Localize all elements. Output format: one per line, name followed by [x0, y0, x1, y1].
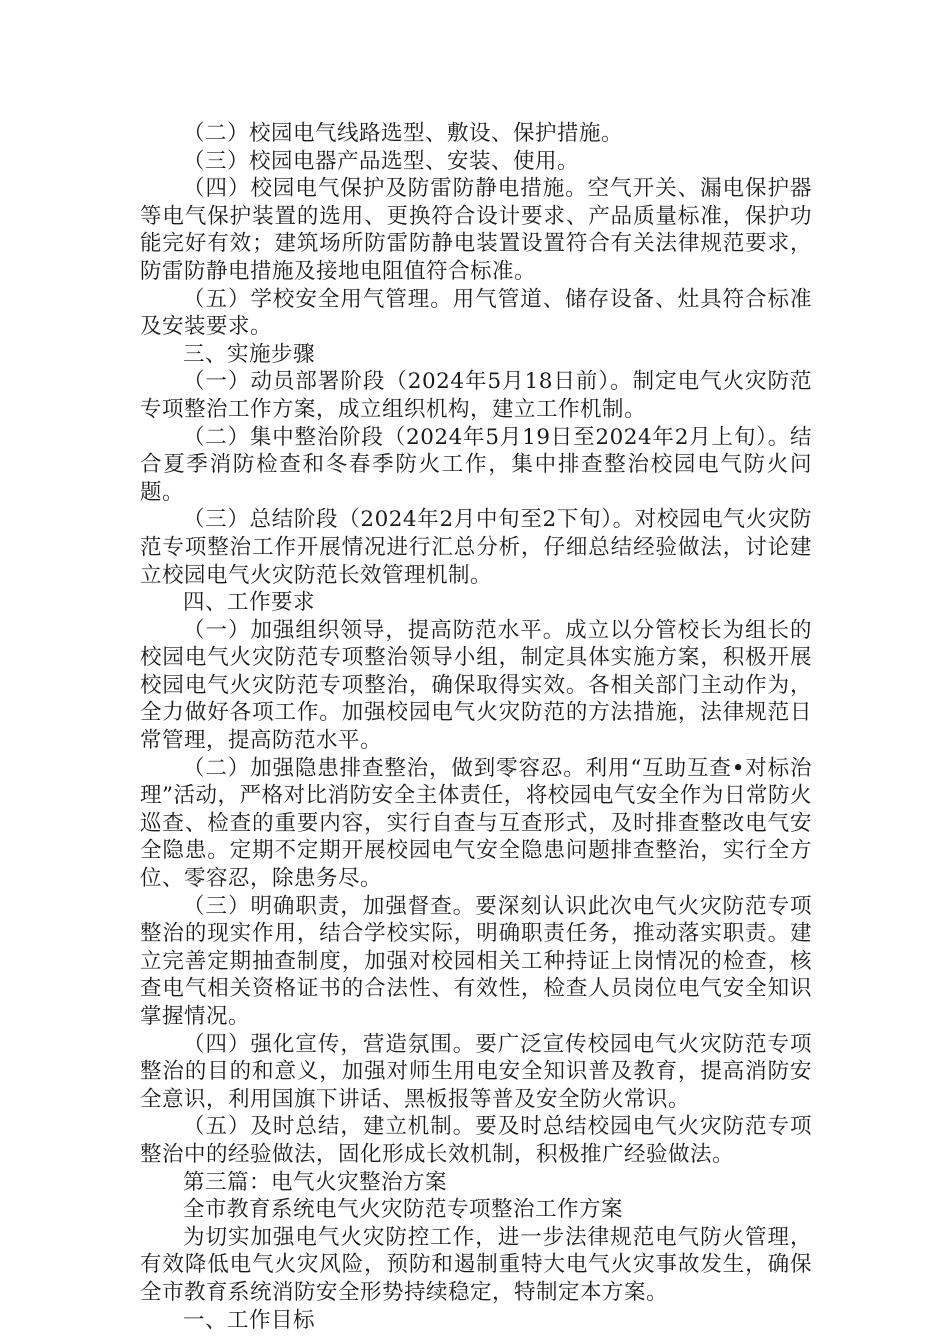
paragraph-4: （五）学校安全用气管理。用气管道、储存设备、灶具符合标准及安装要求。 [140, 286, 812, 340]
document-title: 全市教育系统电气火灾防范专项整治工作方案 [183, 1197, 624, 1223]
paragraph-7: （三）总结阶段（2024年2月中旬至2下旬）。对校园电气火灾防范专项整治工作开展情况进行汇总分析，仔细总结经验做法，讨论建立校园电气火灾防范长效管理机制。 [140, 507, 812, 588]
paragraph-10: （三）明确职责，加强督查。要深刻认识此次电气火灾防范专项整治的现实作用，结合学校实际，明确职责任务，推动落实职责。建立完善定期抽查制度，加强对校园相关工种持证上岗情况的检查，核查电气相关资格证书的合法性、有效性，检查人员岗位电气安全知识掌握情况。 [140, 893, 812, 1029]
document-page [140, 120, 812, 1334]
paragraph-9: （二）加强隐患排查整治，做到零容忍。利用“互助互查•对标治理”活动，严格对比消防安全主体责任，将校园电气安全作为日常防火巡查、检查的重要内容，实行自查与互查形式，及时排查整改电气安全隐患。定期不定期开展校园电气安全隐患问题排查整治，实行全方位、零容忍，除患务尽。 [140, 755, 812, 892]
section-heading-1: 一、工作目标 [183, 1307, 316, 1333]
paragraph-1: （二）校园电气线路选型、敷设、保护措施。 [183, 121, 624, 146]
paragraph-8: （一）加强组织领导，提高防范水平。成立以分管校长为组长的校园电气火灾防范专项整治领导小组，制定具体实施方案，积极开展校园电气火灾防范专项整治，确保取得实效。各相关部门主动作为，全力做好各项工作。加强校园电气火灾防范的方法措施，法律规范日常管理，提高防范水平。 [140, 617, 812, 754]
paragraph-12: （五）及时总结，建立机制。要及时总结校园电气火灾防范专项整治中的经验做法，固化形成长效机制，积极推广经验做法。 [140, 1114, 812, 1167]
section-heading-4: 四、工作要求 [183, 590, 316, 616]
paragraph-5: （一）动员部署阶段（2024年5月18日前）。制定电气火灾防范专项整治工作方案，成立组织机构，建立工作机制。 [140, 369, 812, 422]
paragraph-2: （三）校园电器产品选型、安装、使用。 [183, 148, 580, 174]
part-heading: 第三篇：电气火灾整治方案 [183, 1169, 448, 1195]
paragraph-3: （四）校园电气保护及防雷防静电措施。空气开关、漏电保护器等电气保护装置的选用、更换符合设计要求、产品质量标准，保护功能完好有效；建筑场所防雷防静电装置设置符合有关法律规范要求，防雷防静电措施及接地电阻值符合标准。 [140, 176, 812, 284]
paragraph-13: 为切实加强电气火灾防控工作，进一步法律规范电气防火管理，有效降低电气火灾风险，预防和遏制重特大电气火灾事故发生，确保全市教育系统消防安全形势持续稳定，特制定本方案。 [140, 1224, 812, 1305]
paragraph-11: （四）强化宣传，营造氛围。要广泛宣传校园电气火灾防范专项整治的目的和意义，加强对师生用电安全知识普及教育，提高消防安全意识，利用国旗下讲话、黑板报等普及安全防火常识。 [140, 1031, 812, 1112]
section-heading-3: 三、实施步骤 [183, 341, 316, 367]
paragraph-6: （二）集中整治阶段（2024年5月19日至2024年2月上旬）。结合夏季消防检查和冬春季防火工作，集中排查整治校园电气防火问题。 [140, 424, 812, 505]
